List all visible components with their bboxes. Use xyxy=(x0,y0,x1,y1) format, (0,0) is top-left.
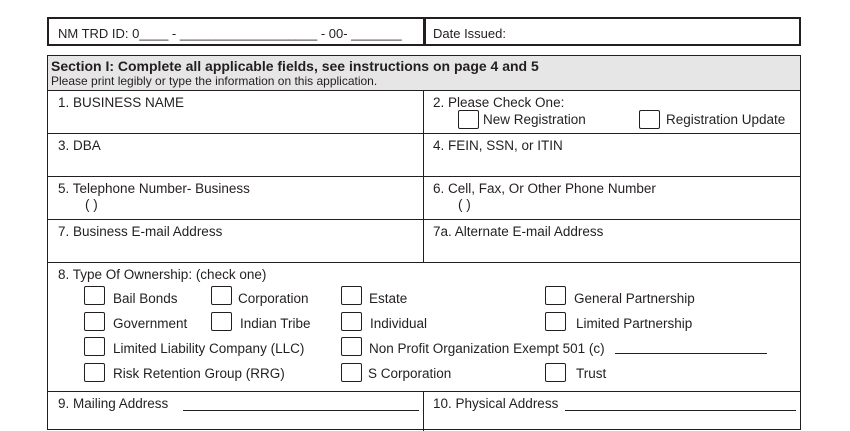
row-divider xyxy=(47,176,801,177)
nonprofit-code-line[interactable] xyxy=(615,353,767,354)
physical-address-label: 10. Physical Address xyxy=(433,396,559,411)
ownership-label: 8. Type Of Ownership: (check one) xyxy=(58,267,267,282)
nonprofit-checkbox[interactable] xyxy=(341,337,362,356)
s-corp-checkbox[interactable] xyxy=(341,363,362,382)
new-registration-label: New Registration xyxy=(483,112,586,127)
new-registration-checkbox[interactable] xyxy=(458,110,479,129)
row-divider xyxy=(47,133,801,134)
trd-id-label: NM TRD ID: 0____ - ___________________ - 00- _______ xyxy=(58,26,402,41)
bail-bonds-checkbox[interactable] xyxy=(84,286,105,305)
business-phone-label: 5. Telephone Number- Business xyxy=(58,181,250,196)
estate-label: Estate xyxy=(369,291,408,306)
government-label: Government xyxy=(113,316,188,331)
business-name-label: 1. BUSINESS NAME xyxy=(58,95,185,110)
rrg-checkbox[interactable] xyxy=(84,363,105,382)
nonprofit-label: Non Profit Organization Exempt 501 (c) xyxy=(369,341,605,356)
trust-checkbox[interactable] xyxy=(545,363,566,382)
business-email-label: 7. Business E-mail Address xyxy=(58,224,223,239)
fein-label: 4. FEIN, SSN, or ITIN xyxy=(433,138,563,153)
column-divider xyxy=(423,391,424,431)
general-partnership-label: General Partnership xyxy=(574,291,695,306)
registration-update-label: Registration Update xyxy=(666,112,786,127)
row-divider xyxy=(47,219,801,220)
corporation-label: Corporation xyxy=(238,291,309,306)
estate-checkbox[interactable] xyxy=(341,286,362,305)
individual-label: Individual xyxy=(370,316,428,331)
government-checkbox[interactable] xyxy=(84,312,105,331)
business-phone-paren: ( ) xyxy=(85,197,98,212)
mailing-address-line[interactable] xyxy=(183,410,419,411)
date-issued-label: Date Issued: xyxy=(433,26,506,41)
general-partnership-checkbox[interactable] xyxy=(545,286,566,305)
dba-label: 3. DBA xyxy=(58,138,101,153)
llc-label: Limited Liability Company (LLC) xyxy=(113,341,305,356)
section-subtitle: Please print legibly or type the information on this application. xyxy=(51,74,378,88)
corporation-checkbox[interactable] xyxy=(211,286,232,305)
physical-address-line[interactable] xyxy=(565,410,796,411)
s-corp-label: S Corporation xyxy=(368,366,452,381)
section-title: Section I: Complete all applicable fields, see instructions on page 4 and 5 xyxy=(51,58,539,74)
other-phone-label: 6. Cell, Fax, Or Other Phone Number xyxy=(433,181,656,196)
mailing-address-label: 9. Mailing Address xyxy=(58,396,169,411)
indian-tribe-label: Indian Tribe xyxy=(240,316,311,331)
trust-label: Trust xyxy=(576,366,607,381)
rrg-label: Risk Retention Group (RRG) xyxy=(113,366,285,381)
row-divider xyxy=(47,391,801,392)
other-phone-paren: ( ) xyxy=(458,197,471,212)
limited-partnership-label: Limited Partnership xyxy=(576,316,693,331)
indian-tribe-checkbox[interactable] xyxy=(211,312,232,331)
row-divider xyxy=(47,262,801,263)
bail-bonds-label: Bail Bonds xyxy=(113,291,178,306)
alternate-email-label: 7a. Alternate E-mail Address xyxy=(433,224,604,239)
individual-checkbox[interactable] xyxy=(341,312,362,331)
limited-partnership-checkbox[interactable] xyxy=(545,312,566,331)
registration-update-checkbox[interactable] xyxy=(639,110,660,129)
please-check-one-label: 2. Please Check One: xyxy=(433,95,565,110)
llc-checkbox[interactable] xyxy=(84,337,105,356)
